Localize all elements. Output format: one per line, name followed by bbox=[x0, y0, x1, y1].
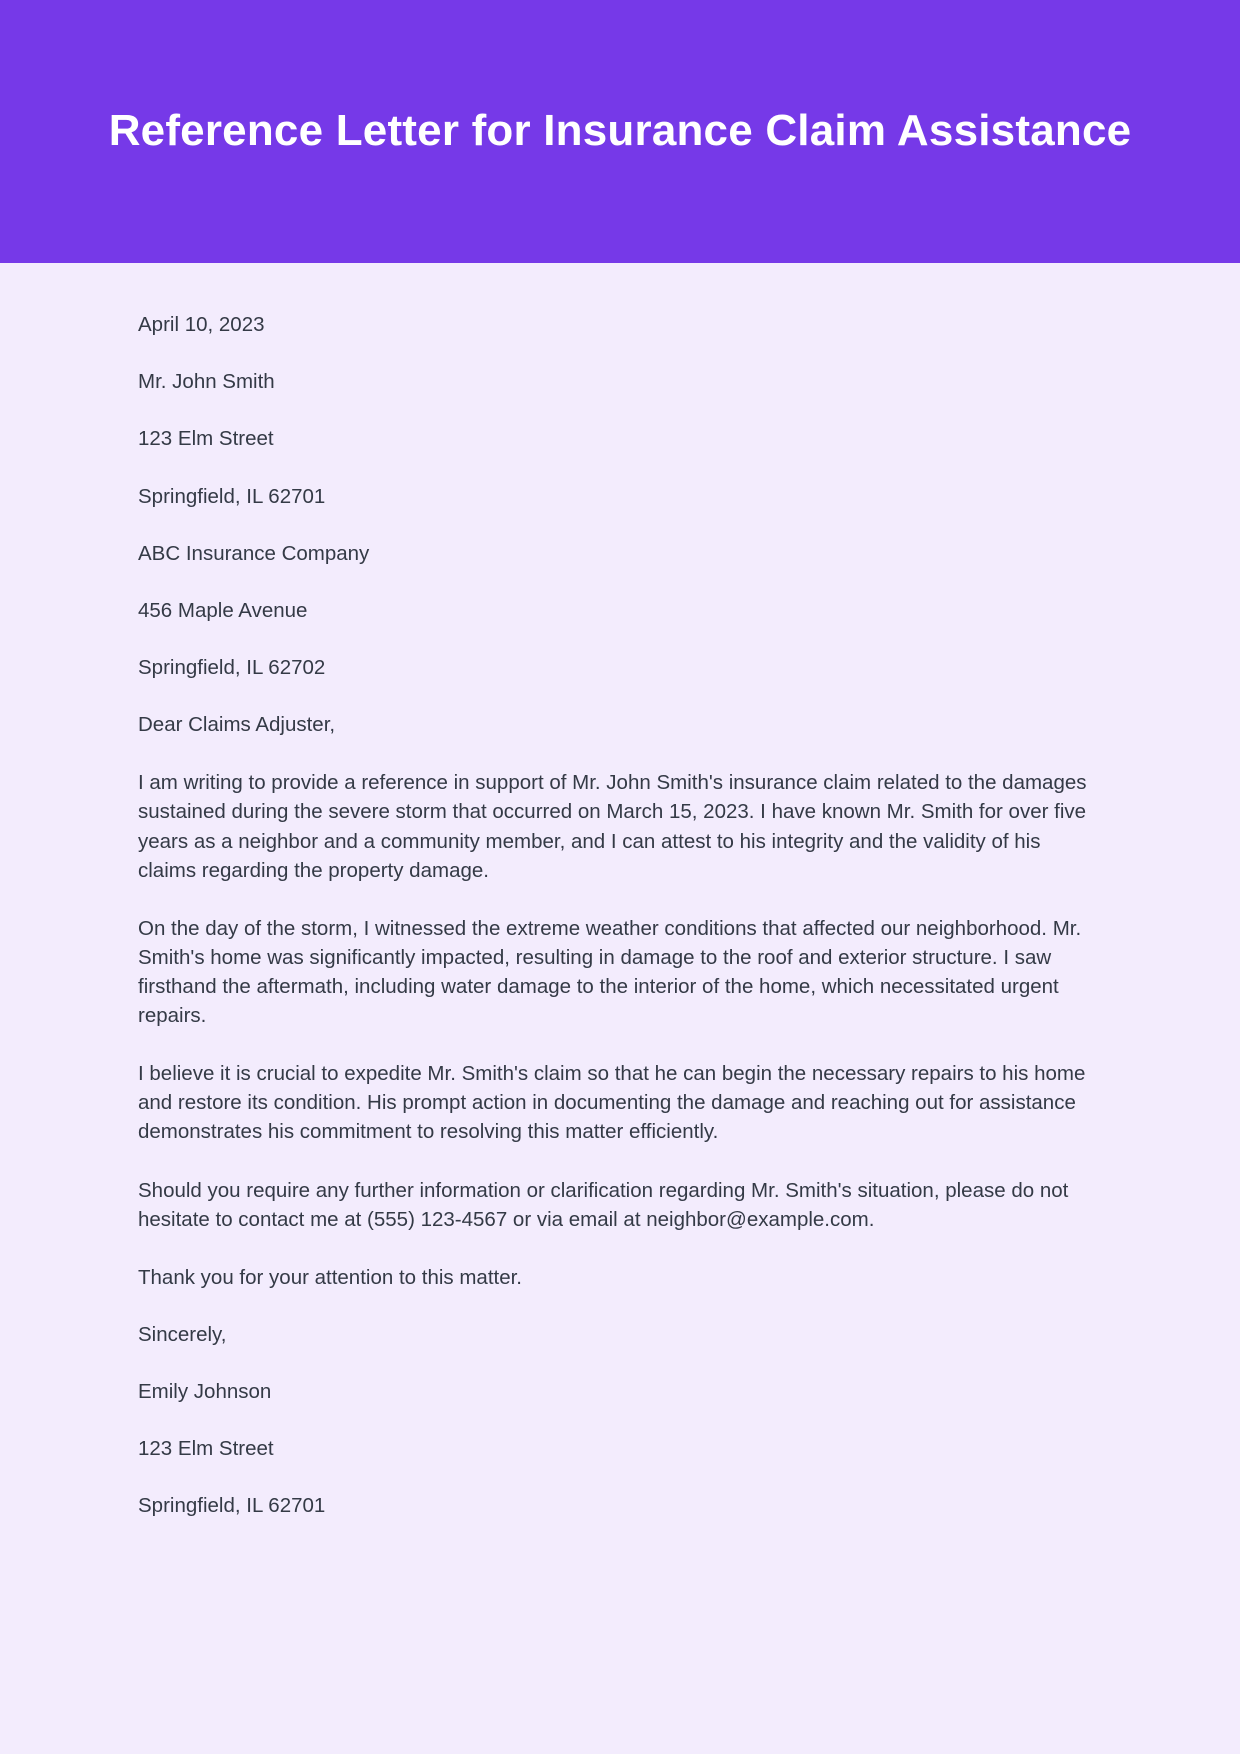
company-street: 456 Maple Avenue bbox=[138, 598, 308, 622]
signer-city-state-zip: Springfield, IL 62701 bbox=[138, 1494, 326, 1518]
recipient-name: Mr. John Smith bbox=[138, 370, 275, 394]
salutation: Dear Claims Adjuster, bbox=[138, 713, 336, 737]
body-paragraph-3: I believe it is crucial to expedite Mr. Smith's claim so that he can begin the necessary repairs to his home and restore its condition. His prompt action in documenting the damage and reaching out for assistance demonstrates his commitment to resolving this matter efficiently. bbox=[138, 1062, 1086, 1144]
signer-street: 123 Elm Street bbox=[138, 1437, 274, 1461]
company-city-state-zip: Springfield, IL 62702 bbox=[138, 656, 326, 680]
body-paragraph-1: I am writing to provide a reference in support of Mr. John Smith's insurance claim related to the damages sustained during the severe storm that occurred on March 15, 2023. I have known Mr. Smith for over five years as a neighbor and a community member, and I can attest to his integrity and the validity of his claims regarding the property damage. bbox=[138, 771, 1087, 882]
body-paragraph-4-contact: Should you require any further information or clarification regarding Mr. Smith's situation, please do not hesitate to contact me at (555) 123-4567 or via email at neighbor@example.com. bbox=[138, 1178, 1069, 1231]
company-name: ABC Insurance Company bbox=[138, 541, 370, 565]
signature-block bbox=[138, 1321, 1102, 1520]
recipient-city-state-zip: Springfield, IL 62701 bbox=[138, 484, 326, 508]
letter-date: April 10, 2023 bbox=[138, 313, 265, 336]
recipient-street: 123 Elm Street bbox=[138, 427, 274, 451]
signer-name: Emily Johnson bbox=[138, 1380, 272, 1404]
closing-salutation: Sincerely, bbox=[138, 1322, 227, 1346]
body-paragraph-2: On the day of the storm, I witnessed the extreme weather conditions that affected our neighborhood. Mr. Smith's home was significantly impacted, resulting in damage to the roof and exterior structure. I saw firsthand the aftermath, including water damage to the interior of the home, which necessitated urgent repairs. bbox=[138, 916, 1082, 1028]
letter-header-banner bbox=[0, 0, 1240, 263]
page-title: Reference Letter for Insurance Claim Assistance bbox=[108, 106, 1132, 156]
body-paragraph-5-thanks: Thank you for your attention to this matter. bbox=[138, 1265, 523, 1289]
letter-body bbox=[0, 263, 1240, 1610]
